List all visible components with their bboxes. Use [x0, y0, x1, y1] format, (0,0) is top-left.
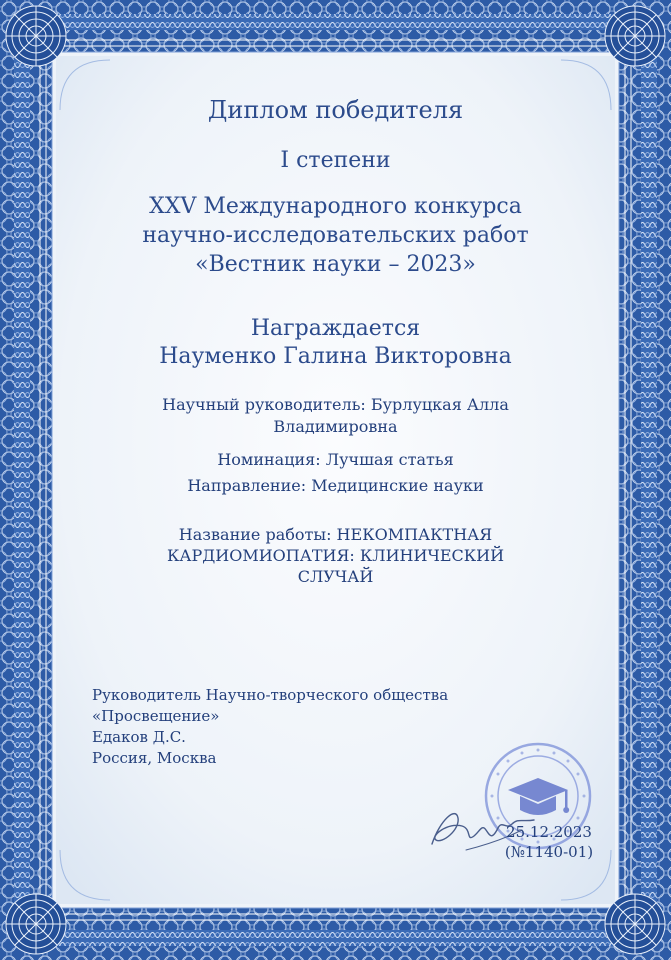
contest-name — [64, 192, 607, 279]
corner-ornament-bl — [6, 894, 66, 954]
diploma-number: (№1140-01) — [504, 843, 594, 861]
issue-date: 25.12.2023 — [506, 823, 592, 841]
organizer-line: Руководитель Научно-творческого общества — [92, 686, 449, 704]
diploma-title: Диплом победителя — [207, 96, 464, 124]
work-title — [64, 524, 607, 587]
corner-ornament-br — [605, 894, 665, 954]
contest-line: научно-исследовательских работ — [142, 223, 529, 248]
work-title-line: КАРДИОМИОПАТИЯ: КЛИНИЧЕСКИЙ — [166, 546, 505, 565]
issue-date-block — [494, 822, 604, 862]
corner-ornament-tl — [6, 6, 66, 66]
organizer-block — [92, 685, 512, 769]
organizer-line: Едаков Д.С. — [92, 728, 186, 746]
nomination: Номинация: Лучшая статья — [217, 450, 454, 469]
award-label: Награждается — [250, 316, 421, 341]
organizer-line: «Просвещение» — [92, 707, 220, 725]
supervisor-line: Научный руководитель: Бурлуцкая Алла — [162, 395, 509, 414]
supervisor-line: Владимировна — [273, 417, 398, 436]
contest-line: «Вестник науки – 2023» — [195, 252, 476, 277]
diploma-content — [64, 64, 607, 896]
corner-ornament-tr — [605, 6, 665, 66]
work-title-line: СЛУЧАЙ — [297, 567, 374, 586]
supervisor — [64, 394, 607, 438]
organizer-line: Россия, Москва — [92, 749, 217, 767]
diploma-degree: I степени — [280, 148, 391, 173]
contest-line: XXV Международного конкурса — [149, 194, 522, 219]
work-title-line: Название работы: НЕКОМПАКТНАЯ — [178, 525, 493, 544]
recipient-name: Науменко Галина Викторовна — [159, 344, 512, 369]
direction: Направление: Медицинские науки — [187, 476, 484, 495]
